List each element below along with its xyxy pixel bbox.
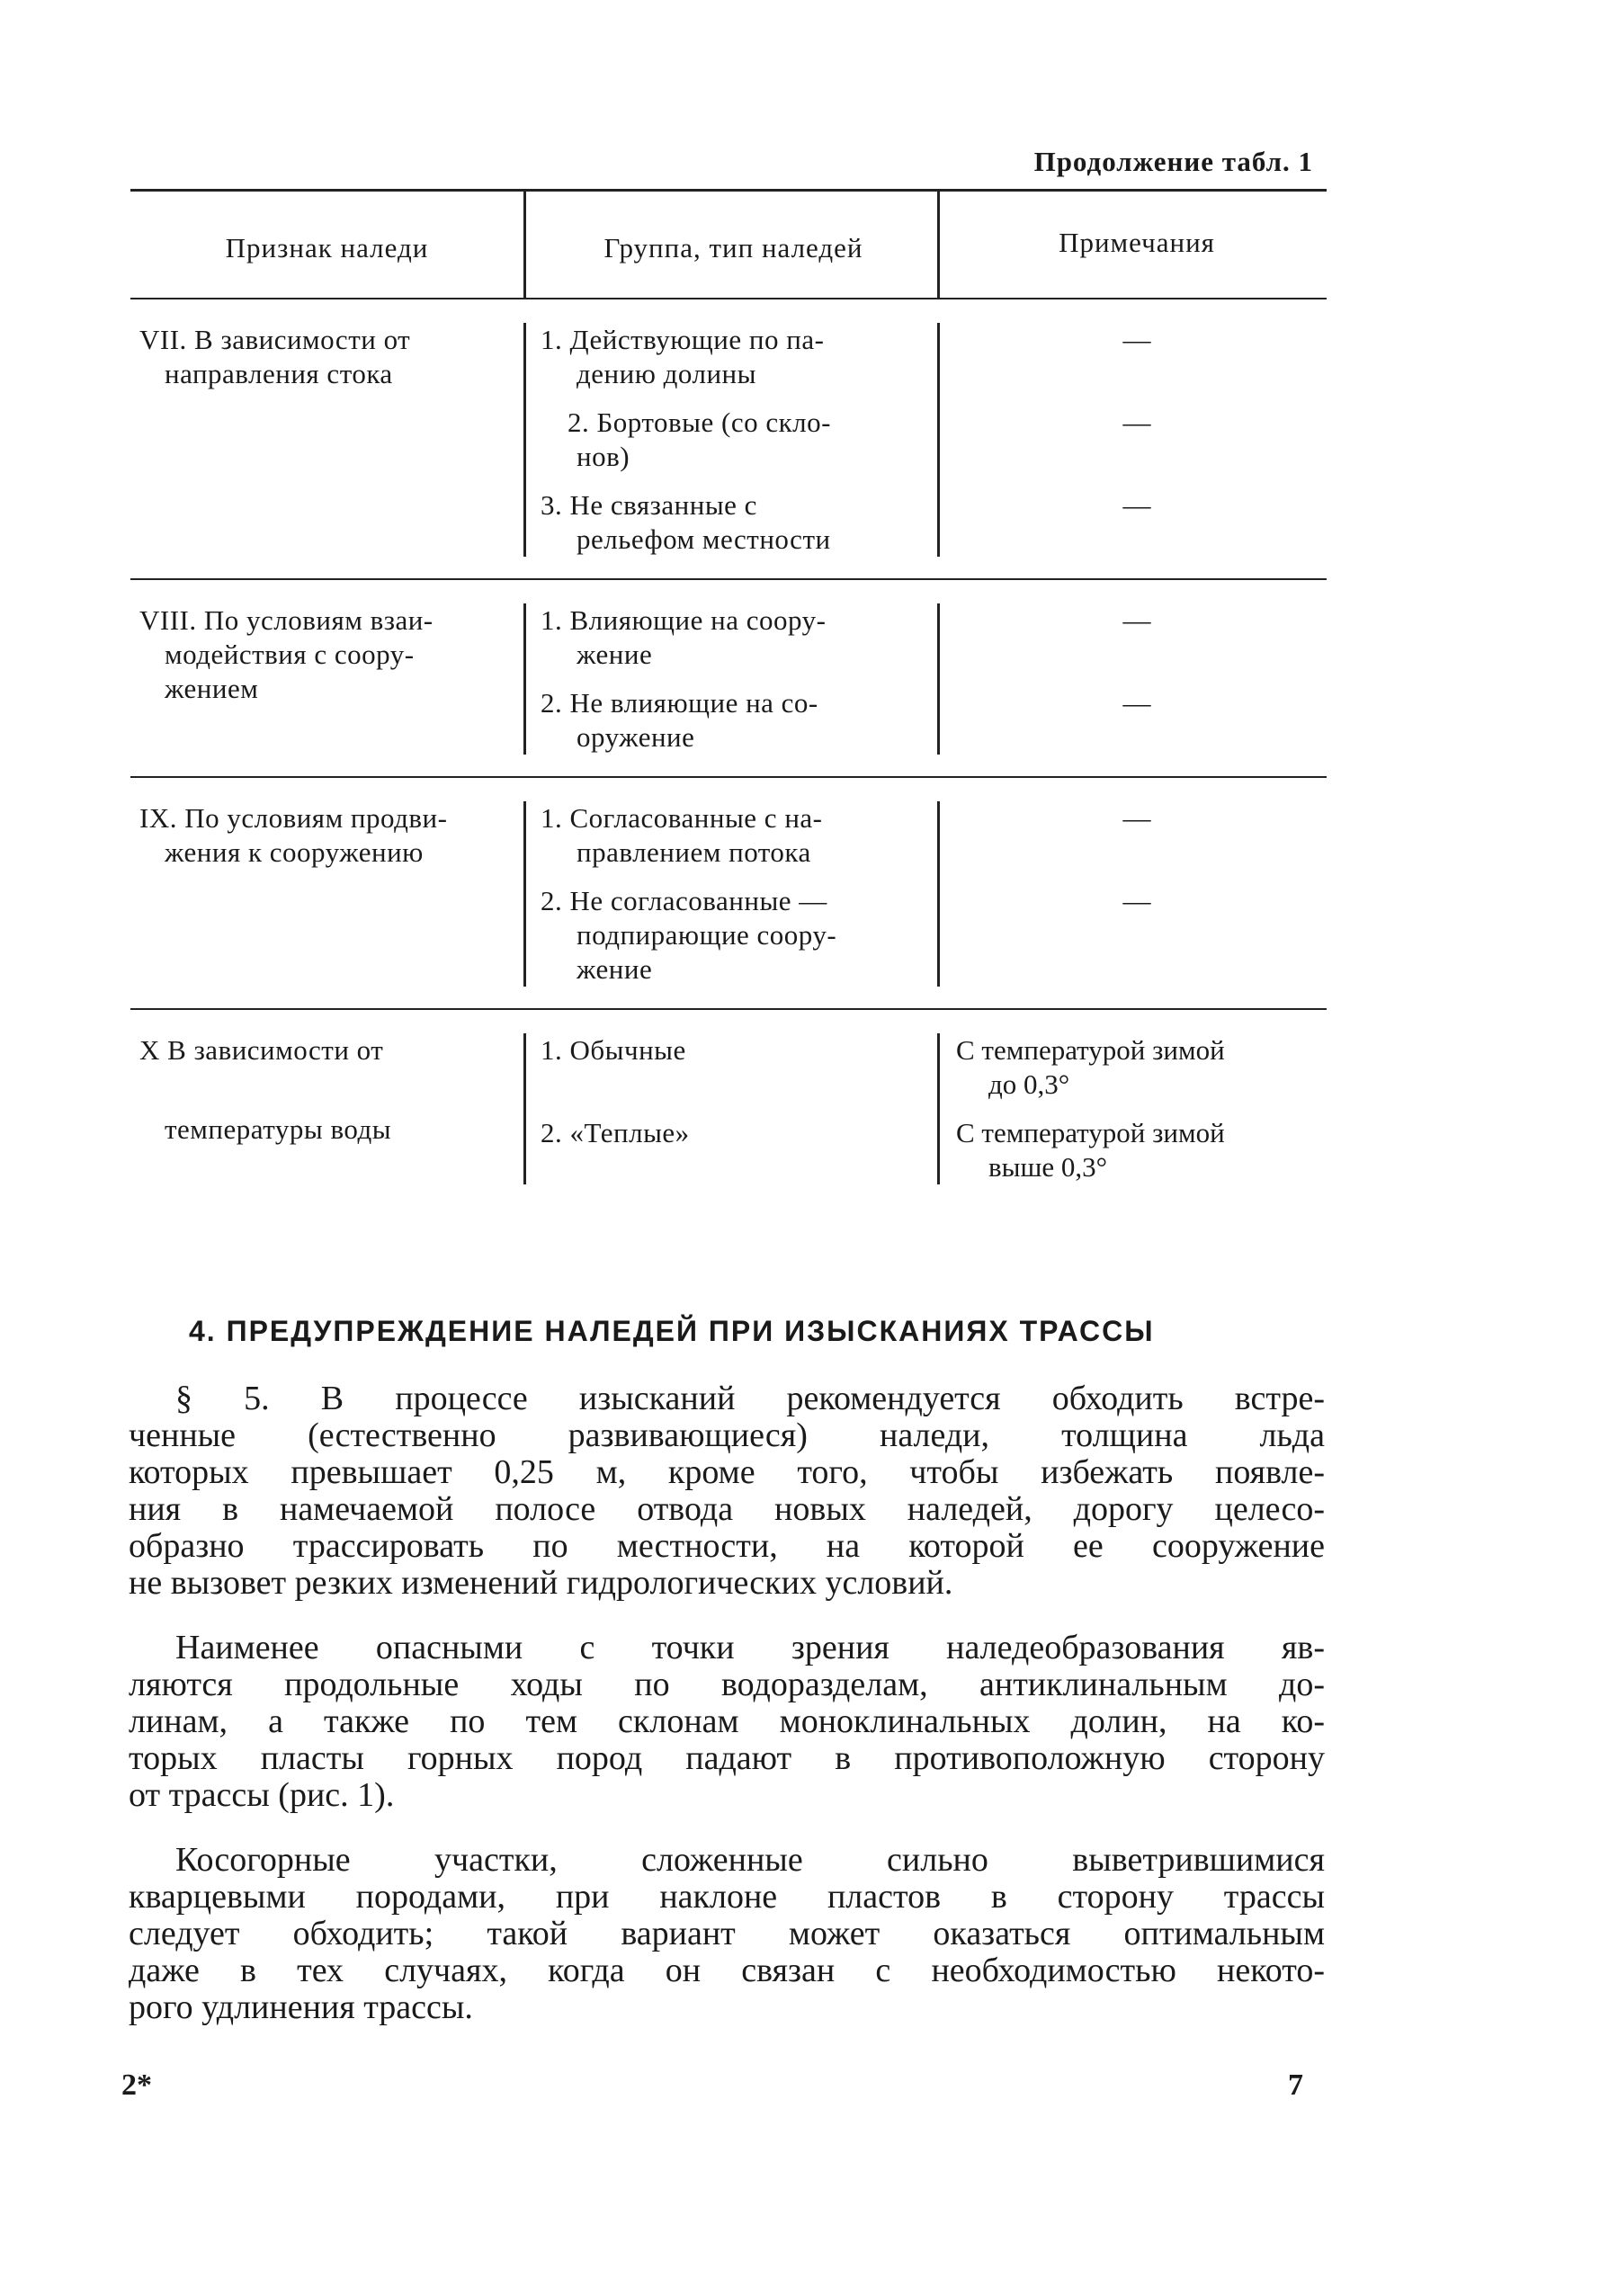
paragraph-2: Наименее опасными с точки зрения наледеобразования яв- ляются продольные ходы по водоразделам, антиклинальным до- линам, а также по тем склонам моноклинальных долин, на ко- торых пласты горных пород падают в противоположную сторону от трассы (рис. 1). — [129, 1629, 1325, 1814]
note-dash: — — [1122, 687, 1151, 719]
row-sign — [130, 323, 523, 557]
header-sign: Признак наледи — [225, 232, 429, 264]
group-item: 2. Не согласованные — подпирающие соору- жение — [541, 885, 837, 985]
row-groups — [523, 801, 937, 987]
note-dash: — — [1122, 324, 1151, 355]
group-item: 1. Действующие по па- дению долины — [541, 324, 825, 389]
table-row-x — [130, 1010, 1327, 1206]
sign-line: IX. По условиям продви- — [139, 802, 448, 834]
row-groups — [523, 603, 937, 755]
sign-line: температуры воды — [165, 1113, 392, 1145]
table-continuation-label: Продолжение табл. 1 — [1033, 146, 1313, 177]
row-notes — [937, 603, 1327, 755]
row-notes — [937, 1033, 1327, 1184]
sign-line: жением — [165, 673, 259, 704]
sign-line: направления стока — [165, 358, 393, 389]
signature-mark: 2* — [121, 2068, 152, 2102]
group-item: 2. «Теплые» — [541, 1117, 690, 1148]
row-sign — [130, 603, 523, 755]
ice-classification-table — [130, 189, 1327, 1206]
row-sign — [130, 1033, 523, 1184]
group-item: 1. Обычные — [541, 1034, 686, 1066]
group-item: 3. Не связанные с рельефом местности — [541, 489, 831, 555]
header-group: Группа, тип наледей — [523, 192, 937, 298]
row-groups — [523, 323, 937, 557]
note-temperature: С температурой зимой до 0,3° — [956, 1034, 1225, 1100]
note-dash: — — [1122, 885, 1151, 916]
note-dash: — — [1122, 406, 1151, 438]
row-groups — [523, 1033, 937, 1184]
note-dash: — — [1122, 802, 1151, 834]
sign-line: X В зависимости от — [139, 1034, 384, 1066]
note-dash: — — [1122, 489, 1151, 521]
row-notes — [937, 323, 1327, 557]
group-item: 1. Согласованные с на- правлением потока — [541, 802, 823, 868]
group-item: 2. Не влияющие на со- оружение — [541, 687, 818, 753]
table-row-vii — [130, 299, 1327, 578]
group-item: 1. Влияющие на соору- жение — [541, 604, 827, 670]
sign-line: VII. В зависимости от — [139, 324, 411, 355]
note-dash: — — [1122, 604, 1151, 636]
table-header-row — [130, 192, 1327, 298]
sign-line: VIII. По условиям взаи- — [139, 604, 434, 636]
page-number: 7 — [1288, 2068, 1303, 2102]
note-temperature: С температурой зимой выше 0,3° — [956, 1117, 1225, 1183]
row-sign — [130, 801, 523, 987]
section-heading: 4. ПРЕДУПРЕЖДЕНИЕ НАЛЕДЕЙ ПРИ ИЗЫСКАНИЯХ ТРАССЫ — [189, 1315, 1155, 1347]
paragraph-3: Косогорные участки, сложенные сильно выветрившимися кварцевыми породами, при наклоне пластов в сторону трассы следует обходить; такой вариант может оказаться оптимальным даже в тех случаях, когда он связан с необходимостью некото- рого удлинения трассы. — [129, 1841, 1325, 2026]
row-notes — [937, 801, 1327, 987]
sign-line: жения к сооружению — [165, 836, 424, 868]
paragraph-1: § 5. В процессе изысканий рекомендуется обходить встре- ченные (естественно развивающиеся) наледи, толщина льда которых превышает 0,25 м, кроме того, чтобы избежать появле- ния в намечаемой полосе отвода новых наледей, дорогу целесо- образно трассировать по местности, на которой ее сооружение не вызовет резких изменений гидрологических условий. — [129, 1380, 1325, 1602]
header-notes: Примечания — [937, 192, 1327, 298]
group-item: 2. Бортовые (со скло- нов) — [568, 406, 831, 472]
table-row-viii — [130, 580, 1327, 776]
table-row-ix — [130, 778, 1327, 1008]
sign-line: модействия с соору- — [165, 639, 415, 670]
